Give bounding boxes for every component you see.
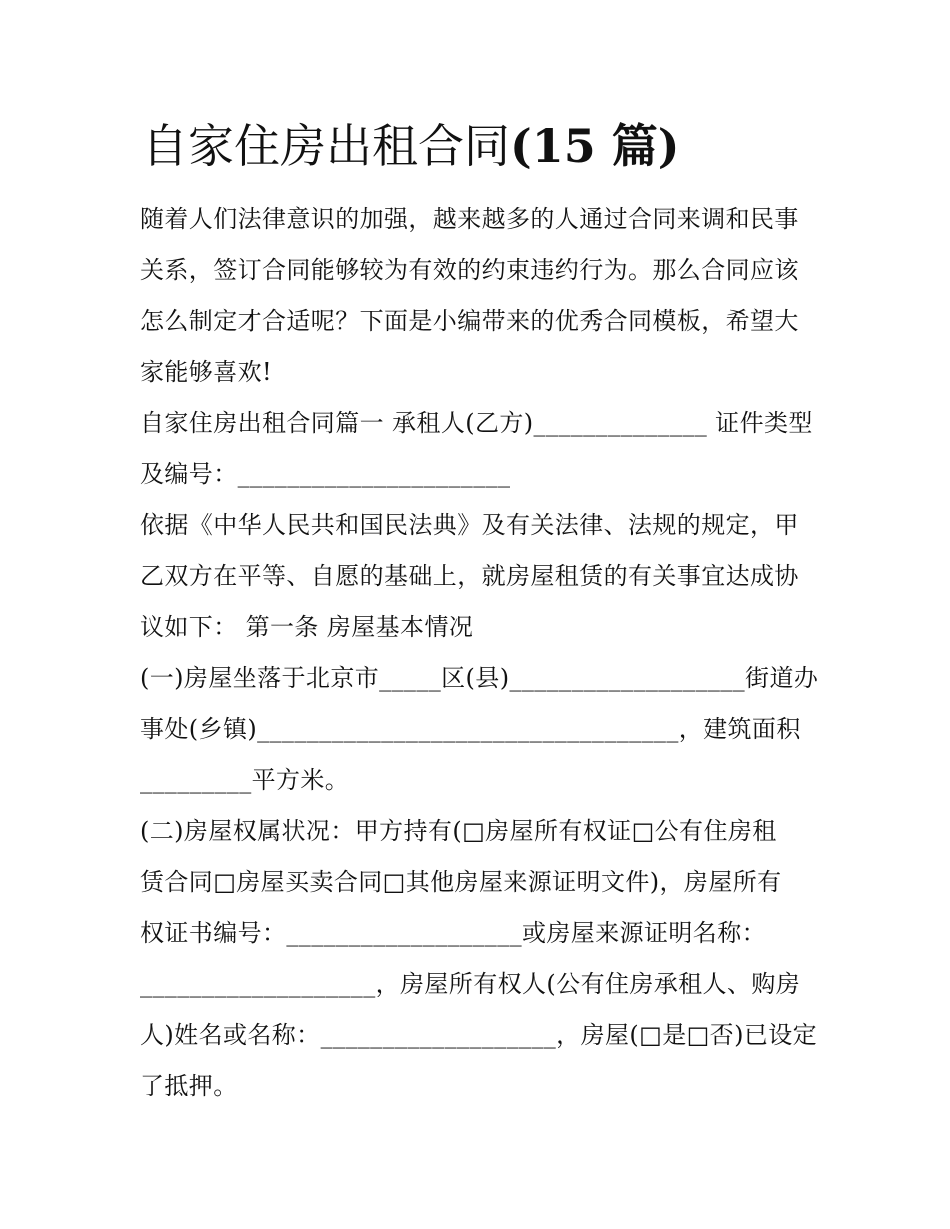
- paragraph-line: 怎么制定才合适呢？下面是小编带来的优秀合同模板，希望大: [140, 307, 799, 335]
- paragraph-line: 依据《中华人民共和国民法典》及有关法律、法规的规定，甲: [140, 511, 799, 539]
- paragraph-line: 关系，签订合同能够较为有效的约束违约行为。那么合同应该: [140, 256, 799, 284]
- paragraph-line: 自家住房出租合同篇一 承租人(乙方)______________ 证件类型: [140, 409, 813, 437]
- paragraph-line: 议如下： 第一条 房屋基本情况: [140, 613, 474, 641]
- paragraph-line: 乙双方在平等、自愿的基础上，就房屋租赁的有关事宜达成协: [140, 562, 799, 590]
- paragraph-line: 赁合同□房屋买卖合同□其他房屋来源证明文件)，房屋所有: [140, 868, 782, 896]
- paragraph-line: 权证书编号：___________________或房屋来源证明名称：: [140, 919, 766, 947]
- paragraph-line: (二)房屋权属状况：甲方持有(□房屋所有权证□公有住房租: [140, 817, 777, 845]
- paragraph-line: _________平方米。: [140, 766, 350, 794]
- paragraph-line: 了抵押。: [140, 1072, 238, 1100]
- paragraph-line: 随着人们法律意识的加强，越来越多的人通过合同来调和民事: [140, 205, 799, 233]
- paragraph-line: ___________________，房屋所有权人(公有住房承租人、购房: [140, 970, 801, 998]
- document-title-suffix: (15 篇): [510, 119, 680, 173]
- document-title-main: 自家住房出租合同: [142, 119, 510, 173]
- paragraph-line: (一)房屋坐落于北京市_____区(县)___________________街道办: [140, 664, 819, 692]
- paragraph-line: 及编号：______________________: [140, 460, 511, 488]
- paragraph-line: 事处(乡镇)__________________________________，建筑面积: [140, 715, 801, 743]
- document-title: [142, 112, 680, 180]
- paragraph-line: 人)姓名或名称：___________________，房屋(□是□否)已设定: [140, 1021, 818, 1049]
- paragraph-line: 家能够喜欢!: [140, 358, 273, 386]
